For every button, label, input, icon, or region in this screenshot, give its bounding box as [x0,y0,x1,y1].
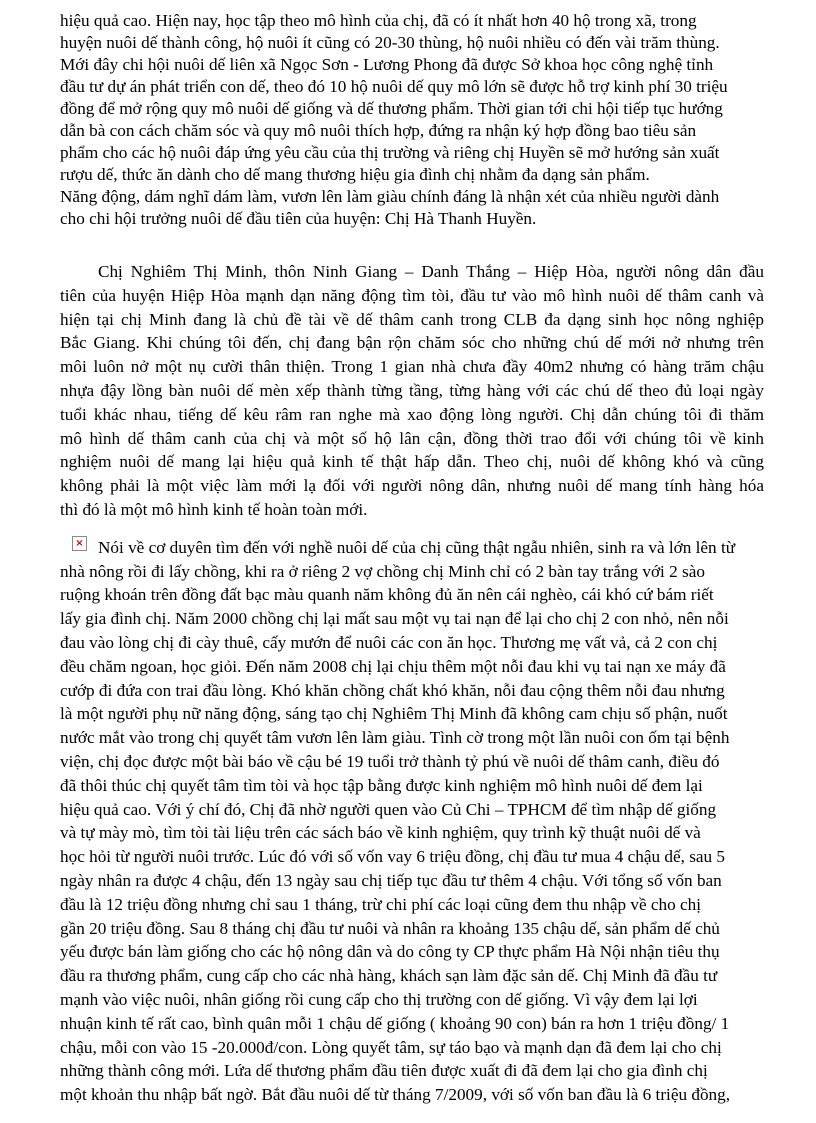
document-page [60,10,764,1107]
text-line: rượu dế, thức ăn dành cho dế mang thương hiệu gia đình chị nhằm đa dạng sản phẩm. [60,165,650,184]
paragraph-3 [60,536,764,1107]
text-line: Nói về cơ duyên tìm đến với nghề nuôi dế của chị cũng thật ngẫu nhiên, sinh ra và lớn lên từ [98,537,736,557]
text-line: một khoản thu nhập bất ngờ. Bắt đầu nuôi dế từ tháng 7/2009, với số vốn ban đầu là 6 triệu đồng, [60,1085,731,1105]
text-line: dẫn bà con cách chăm sóc và quy mô nuôi thích hợp, đứng ra nhận ký hợp đồng bao tiêu sản [60,121,697,140]
text-line: tuổi khác nhau, tiếng dế kêu râm ran nghe mà xao động lòng người. Chị dẫn chúng tôi đi thăm [60,404,764,424]
text-line: đã thôi thúc chị quyết tâm tìm tòi và học tập bằng được kinh nghiệm mô hình nuôi dế đem lại [60,775,703,795]
text-line: Năng động, dám nghĩ dám làm, vươn lên làm giàu chính đáng là nhận xét của nhiều người dành [60,187,720,206]
text-line: huyện nuôi dế thành công, hộ nuôi ít cũng có 20-30 thùng, hộ nuôi nhiều có đến vài trăm thùng. [60,33,720,52]
text-line: nhuận kinh tế rất cao, bình quân mỗi 1 chậu dế giống ( khoảng 90 con) bán ra hơn 1 triệu đồng/ 1 [60,1013,730,1033]
text-line: đồng để mở rộng quy mô nuôi dế giống và dế thương phẩm. Thời gian tới chi hội tiếp tục hướng [60,99,723,118]
text-line: không phải là một việc làm mới lạ đối với người nông dân, nhưng nuôi dế mang tính hàng hóa [60,476,764,496]
text-line: đau vào lòng chị đi cày thuê, cấy mướn để nuôi các con ăn học. Thương mẹ vất vả, cả 2 con chị [60,632,718,652]
text-line: những thành công mới. Lứa dế thương phẩm đầu tiên được xuất đi đã đem lại cho gia đình chị [60,1061,708,1081]
text-line: nhà nông rồi đi lấy chồng, khi ra ở riêng 2 vợ chồng chị Minh chỉ có 2 bàn tay trắng với 2 sào [60,561,705,581]
text-line: tiên của huyện Hiệp Hòa mạnh dạn năng động tìm tòi, đầu tư vào mô hình nuôi dế thâm canh và [60,285,764,305]
text-line: đầu tư dự án phát triển con dế, theo đó 10 hộ nuôi dế quy mô lớn sẽ được hỗ trợ kinh phí 30 triệu [60,77,728,96]
text-line: mô hình dế thâm canh của chị và một số hộ lân cận, đồng thời trao đổi với chúng tôi về kinh [60,428,764,448]
text-line: cho chi hội trưởng nuôi dế đầu tiên của huyện: Chị Hà Thanh Huyền. [60,209,537,228]
text-line: môi luôn nở một nụ cười thân thiện. Trong 1 gian nhà chưa đầy 40m2 nhưng có hàng trăm chậu [60,357,764,377]
text-line: nước mắt vào trong chị quyết tâm vươn lên làm giàu. Tình cờ trong một lần nuôi con ốm tại bệnh [60,728,730,748]
text-line: ngày nhân ra được 4 chậu, đến 13 ngày sau chị tiếp tục đầu tư thêm 4 chậu. Với tổng số vốn ban [60,870,722,890]
text-line: phẩm cho các hộ nuôi đáp ứng yêu cầu của thị trường và riêng chị Huyền sẽ mở hướng sản xuất [60,143,720,162]
paragraph-2 [60,260,764,522]
text-line: và tự mày mò, tìm tòi tài liệu trên các sách báo về kinh nghiệm, quy trình kỹ thuật nuôi dế và [60,823,701,843]
text-line: Chị Nghiêm Thị Minh, thôn Ninh Giang – Danh Thắng – Hiệp Hòa, người nông dân đầu [98,262,764,281]
paragraph-1 [60,10,764,230]
text-line: yếu được bán làm giống cho các hộ nông dân và do công ty CP thực phẩm Hà Nội nhận tiêu thụ [60,942,720,962]
text-line: cướp đi đứa con trai đầu lòng. Khó khăn chồng chất khó khăn, nỗi đau cộng thêm nỗi đau nhưng [60,680,725,700]
text-line: hiệu quả cao. Hiện nay, học tập theo mô hình của chị, đã có ít nhất hơn 40 hộ trong xã, trong [60,11,697,30]
text-line: thì đó là một mô hình kinh tế hoàn toàn mới. [60,499,368,519]
text-line: đều chăm ngoan, học giỏi. Đến năm 2008 chị lại chịu thêm một nỗi đau khi vụ tai nạn xe máy đã [60,656,726,676]
text-line: đầu ra thương phẩm, cung cấp cho các nhà hàng, khách sạn làm đặc sản dế. Chị Minh đã đầu tư [60,966,718,986]
text-line: mạnh vào việc nuôi, nhân giống rồi cung cấp cho thị trường con dế giống. Vì vậy đem lại lợi [60,989,698,1009]
text-line: ruộng khoán trên đồng đất bạc màu quanh năm không đủ ăn nên cái nghèo, cái khó cứ bám riết [60,585,714,605]
text-line: là một người phụ nữ năng động, sáng tạo chị Nghiêm Thị Minh đã không cam chịu số phận, nuốt [60,704,728,724]
text-line: Mới đây chi hội nuôi dế liên xã Ngọc Sơn - Lương Phong đã được Sở khoa học công nghệ tỉnh [60,55,714,74]
text-line: chậu, mỗi con vào 15 -20.000đ/con. Lòng quyết tâm, sự táo bạo và mạnh dạn đã đem lại cho chị [60,1037,722,1057]
text-line: hiện tại chị Minh đang là chủ đề tài về dế thâm canh trong CLB đa dạng sinh học nông nghiệp [60,309,764,329]
text-line: đầu là 12 triệu đồng nhưng chỉ sau 1 tháng, trừ chi phí các loại cũng đem thu nhập về cho chị [60,894,702,914]
text-line: nhựa đậy lồng bàn nuôi dế mèn xếp thành từng tầng, từng hàng với các chú dế theo đủ loại ngày [60,380,764,400]
text-line: hiệu quả cao. Với ý chí đó, Chị đã nhờ người quen vào Củ Chi – TPHCM để tìm nhập dế giống [60,799,717,819]
text-line: viện, chị đọc được một bài báo về cậu bé 19 tuổi trở thành tỷ phú về nuôi dế thâm canh, điều đó [60,751,720,771]
text-line: lấy gia đình chị. Năm 2000 chồng chị lại mất sau một vụ tai nạn để lại cho chị 2 con nhỏ, nên nỗi [60,609,729,629]
text-line: gần 20 triệu đồng. Sau 8 tháng chị đầu tư nuôi và nhân ra khoảng 135 chậu dế, sản phẩm dế chủ [60,918,720,938]
broken-image-icon: × [72,536,87,551]
text-line: nghiệm nuôi dế mang lại hiệu quả kinh tế thật hấp dẫn. Theo chị, nuôi dế không khó và cũng [60,452,764,472]
text-line: Bắc Giang. Khi chúng tôi đến, chị đang bận rộn chăm sóc cho những chú dế mới nở nhưng trên [60,333,764,353]
text-line: học hỏi từ người nuôi trước. Lúc đó với số vốn vay 6 triệu đồng, chị đầu tư mua 4 chậu dế, sau 5 [60,847,726,867]
